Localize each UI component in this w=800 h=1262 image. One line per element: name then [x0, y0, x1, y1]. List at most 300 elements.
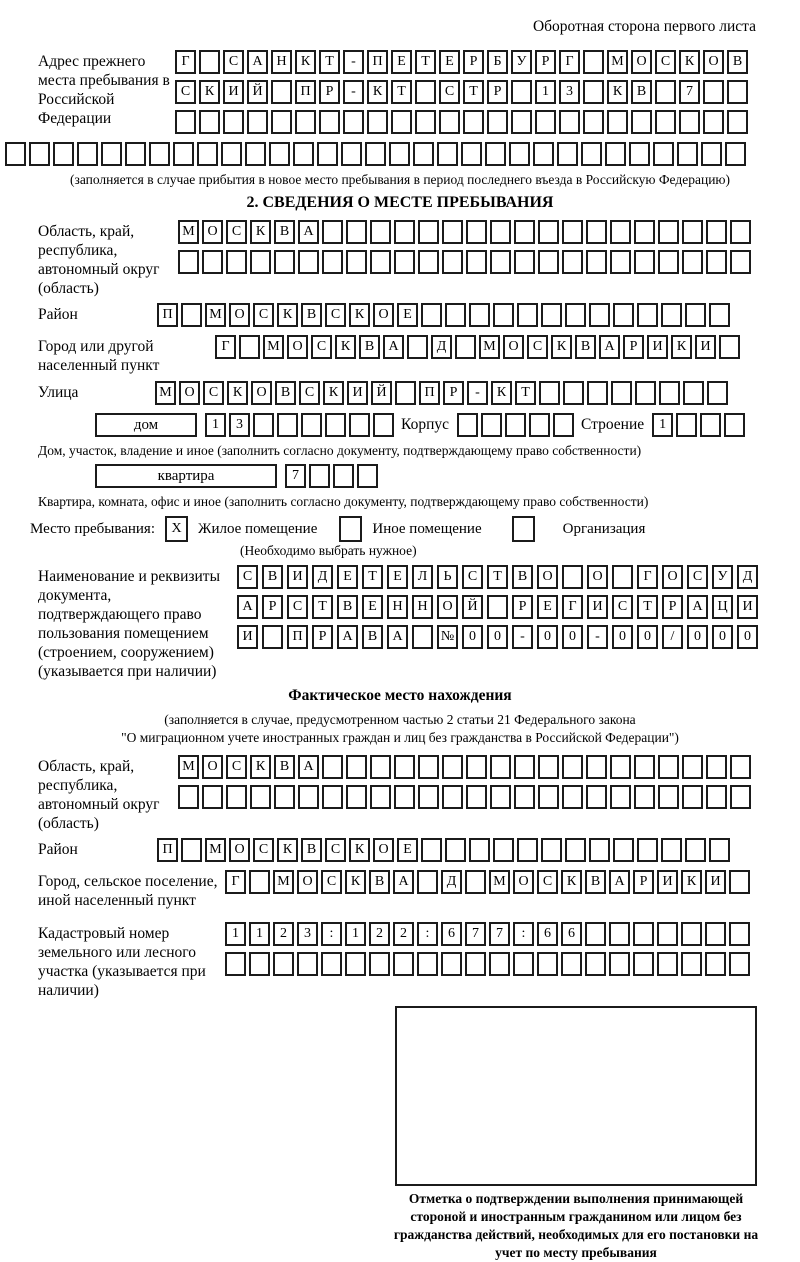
char-cell[interactable]: П: [157, 838, 178, 862]
char-cell[interactable]: [365, 142, 386, 166]
char-cell[interactable]: [370, 250, 391, 274]
char-cell[interactable]: Н: [387, 595, 408, 619]
char-cell[interactable]: [29, 142, 50, 166]
char-cell[interactable]: -: [587, 625, 608, 649]
char-cell[interactable]: М: [273, 870, 294, 894]
char-cell[interactable]: П: [367, 50, 388, 74]
char-cell[interactable]: Г: [562, 595, 583, 619]
char-cell[interactable]: С: [223, 50, 244, 74]
char-cell[interactable]: [445, 838, 466, 862]
char-cell[interactable]: С: [253, 303, 274, 327]
char-cell[interactable]: [370, 220, 391, 244]
char-cell[interactable]: [199, 110, 220, 134]
char-cell[interactable]: [682, 220, 703, 244]
char-cell[interactable]: Т: [637, 595, 658, 619]
char-cell[interactable]: [729, 870, 750, 894]
char-cell[interactable]: [394, 785, 415, 809]
stay-type-checkbox-other[interactable]: [339, 516, 362, 542]
char-cell[interactable]: [437, 142, 458, 166]
char-cell[interactable]: Д: [737, 565, 758, 589]
char-cell[interactable]: С: [655, 50, 676, 74]
char-cell[interactable]: [319, 110, 340, 134]
char-cell[interactable]: [301, 413, 322, 437]
char-cell[interactable]: Д: [441, 870, 462, 894]
char-cell[interactable]: [730, 785, 751, 809]
char-cell[interactable]: [700, 413, 721, 437]
char-cell[interactable]: [609, 952, 630, 976]
char-cell[interactable]: [223, 110, 244, 134]
char-cell[interactable]: [514, 250, 535, 274]
char-cell[interactable]: [709, 838, 730, 862]
char-cell[interactable]: [706, 220, 727, 244]
char-cell[interactable]: [505, 413, 526, 437]
char-cell[interactable]: [274, 785, 295, 809]
char-cell[interactable]: [415, 80, 436, 104]
char-cell[interactable]: К: [227, 381, 248, 405]
char-cell[interactable]: [517, 303, 538, 327]
char-cell[interactable]: [565, 303, 586, 327]
char-cell[interactable]: [417, 952, 438, 976]
char-cell[interactable]: К: [345, 870, 366, 894]
char-cell[interactable]: [322, 250, 343, 274]
char-cell[interactable]: К: [491, 381, 512, 405]
char-cell[interactable]: 6: [441, 922, 462, 946]
char-cell[interactable]: 0: [687, 625, 708, 649]
char-cell[interactable]: 2: [369, 922, 390, 946]
char-cell[interactable]: Й: [371, 381, 392, 405]
char-cell[interactable]: 1: [225, 922, 246, 946]
char-cell[interactable]: О: [703, 50, 724, 74]
char-cell[interactable]: Р: [463, 50, 484, 74]
char-cell[interactable]: Е: [391, 50, 412, 74]
char-cell[interactable]: О: [297, 870, 318, 894]
char-cell[interactable]: [298, 250, 319, 274]
char-cell[interactable]: [346, 785, 367, 809]
char-cell[interactable]: И: [657, 870, 678, 894]
char-cell[interactable]: [322, 755, 343, 779]
char-cell[interactable]: [637, 838, 658, 862]
char-cell[interactable]: [346, 250, 367, 274]
char-cell[interactable]: Е: [362, 595, 383, 619]
char-cell[interactable]: Р: [443, 381, 464, 405]
char-cell[interactable]: Е: [397, 838, 418, 862]
char-cell[interactable]: 7: [489, 922, 510, 946]
char-cell[interactable]: [101, 142, 122, 166]
char-cell[interactable]: [541, 838, 562, 862]
char-cell[interactable]: [685, 303, 706, 327]
char-cell[interactable]: [514, 785, 535, 809]
char-cell[interactable]: П: [287, 625, 308, 649]
char-cell[interactable]: [685, 838, 706, 862]
char-cell[interactable]: [541, 303, 562, 327]
char-cell[interactable]: [562, 565, 583, 589]
char-cell[interactable]: [706, 785, 727, 809]
char-cell[interactable]: [658, 250, 679, 274]
char-cell[interactable]: [293, 142, 314, 166]
char-cell[interactable]: И: [347, 381, 368, 405]
char-cell[interactable]: [485, 142, 506, 166]
char-cell[interactable]: [370, 755, 391, 779]
char-cell[interactable]: [613, 838, 634, 862]
char-cell[interactable]: Т: [487, 565, 508, 589]
char-cell[interactable]: [679, 110, 700, 134]
char-cell[interactable]: [513, 952, 534, 976]
char-cell[interactable]: С: [325, 838, 346, 862]
char-cell[interactable]: [557, 142, 578, 166]
char-cell[interactable]: [199, 50, 220, 74]
char-cell[interactable]: 1: [535, 80, 556, 104]
char-cell[interactable]: [511, 110, 532, 134]
char-cell[interactable]: [373, 413, 394, 437]
char-cell[interactable]: И: [223, 80, 244, 104]
char-cell[interactable]: [633, 952, 654, 976]
char-cell[interactable]: [634, 220, 655, 244]
stay-type-checkbox-residential[interactable]: X: [165, 516, 188, 542]
char-cell[interactable]: [706, 250, 727, 274]
char-cell[interactable]: М: [263, 335, 284, 359]
char-cell[interactable]: Т: [415, 50, 436, 74]
char-cell[interactable]: [585, 922, 606, 946]
char-cell[interactable]: Г: [225, 870, 246, 894]
char-cell[interactable]: [653, 142, 674, 166]
char-cell[interactable]: [442, 250, 463, 274]
char-cell[interactable]: [493, 838, 514, 862]
char-cell[interactable]: [466, 220, 487, 244]
char-cell[interactable]: [418, 220, 439, 244]
char-cell[interactable]: [613, 303, 634, 327]
char-cell[interactable]: [461, 142, 482, 166]
char-cell[interactable]: [589, 303, 610, 327]
char-cell[interactable]: [725, 142, 746, 166]
char-cell[interactable]: В: [274, 755, 295, 779]
char-cell[interactable]: 0: [712, 625, 733, 649]
char-cell[interactable]: [610, 755, 631, 779]
char-cell[interactable]: Р: [512, 595, 533, 619]
char-cell[interactable]: 0: [612, 625, 633, 649]
char-cell[interactable]: [661, 303, 682, 327]
char-cell[interactable]: [250, 250, 271, 274]
char-cell[interactable]: А: [599, 335, 620, 359]
char-cell[interactable]: [357, 464, 378, 488]
char-cell[interactable]: И: [737, 595, 758, 619]
char-cell[interactable]: [487, 595, 508, 619]
char-cell[interactable]: [658, 755, 679, 779]
char-cell[interactable]: 3: [559, 80, 580, 104]
char-cell[interactable]: О: [503, 335, 524, 359]
char-cell[interactable]: [226, 785, 247, 809]
char-cell[interactable]: [455, 335, 476, 359]
char-cell[interactable]: [562, 785, 583, 809]
char-cell[interactable]: М: [479, 335, 500, 359]
char-cell[interactable]: [490, 250, 511, 274]
char-cell[interactable]: У: [511, 50, 532, 74]
char-cell[interactable]: 6: [561, 922, 582, 946]
char-cell[interactable]: 0: [487, 625, 508, 649]
char-cell[interactable]: [5, 142, 26, 166]
char-cell[interactable]: [605, 142, 626, 166]
char-cell[interactable]: Й: [462, 595, 483, 619]
char-cell[interactable]: Р: [535, 50, 556, 74]
char-cell[interactable]: А: [687, 595, 708, 619]
char-cell[interactable]: [457, 413, 478, 437]
char-cell[interactable]: [181, 303, 202, 327]
char-cell[interactable]: [269, 142, 290, 166]
char-cell[interactable]: [703, 80, 724, 104]
char-cell[interactable]: [271, 80, 292, 104]
char-cell[interactable]: В: [362, 625, 383, 649]
char-cell[interactable]: [393, 952, 414, 976]
char-cell[interactable]: -: [467, 381, 488, 405]
char-cell[interactable]: В: [274, 220, 295, 244]
char-cell[interactable]: К: [335, 335, 356, 359]
char-cell[interactable]: [729, 922, 750, 946]
char-cell[interactable]: [631, 110, 652, 134]
stay-type-checkbox-organization[interactable]: [512, 516, 535, 542]
char-cell[interactable]: 2: [273, 922, 294, 946]
char-cell[interactable]: И: [237, 625, 258, 649]
char-cell[interactable]: О: [662, 565, 683, 589]
char-cell[interactable]: :: [321, 922, 342, 946]
char-cell[interactable]: [610, 785, 631, 809]
char-cell[interactable]: [442, 755, 463, 779]
char-cell[interactable]: [553, 413, 574, 437]
char-cell[interactable]: С: [527, 335, 548, 359]
char-cell[interactable]: [490, 220, 511, 244]
char-cell[interactable]: [346, 220, 367, 244]
char-cell[interactable]: В: [369, 870, 390, 894]
char-cell[interactable]: [637, 303, 658, 327]
char-cell[interactable]: [413, 142, 434, 166]
char-cell[interactable]: 7: [679, 80, 700, 104]
char-cell[interactable]: О: [587, 565, 608, 589]
char-cell[interactable]: [659, 381, 680, 405]
char-cell[interactable]: В: [585, 870, 606, 894]
char-cell[interactable]: М: [607, 50, 628, 74]
char-cell[interactable]: Д: [431, 335, 452, 359]
char-cell[interactable]: С: [175, 80, 196, 104]
char-cell[interactable]: К: [367, 80, 388, 104]
char-cell[interactable]: [253, 413, 274, 437]
char-cell[interactable]: [333, 464, 354, 488]
char-cell[interactable]: [511, 80, 532, 104]
char-cell[interactable]: [514, 755, 535, 779]
char-cell[interactable]: [634, 250, 655, 274]
char-cell[interactable]: [538, 755, 559, 779]
char-cell[interactable]: [658, 220, 679, 244]
char-cell[interactable]: О: [229, 838, 250, 862]
char-cell[interactable]: М: [178, 220, 199, 244]
char-cell[interactable]: [676, 413, 697, 437]
char-cell[interactable]: Ц: [712, 595, 733, 619]
char-cell[interactable]: [589, 838, 610, 862]
char-cell[interactable]: М: [155, 381, 176, 405]
char-cell[interactable]: Р: [623, 335, 644, 359]
char-cell[interactable]: Е: [397, 303, 418, 327]
char-cell[interactable]: С: [237, 565, 258, 589]
char-cell[interactable]: [657, 952, 678, 976]
char-cell[interactable]: И: [587, 595, 608, 619]
char-cell[interactable]: [415, 110, 436, 134]
char-cell[interactable]: [727, 110, 748, 134]
char-cell[interactable]: [277, 413, 298, 437]
char-cell[interactable]: [226, 250, 247, 274]
char-cell[interactable]: [538, 250, 559, 274]
char-cell[interactable]: №: [437, 625, 458, 649]
char-cell[interactable]: 3: [229, 413, 250, 437]
char-cell[interactable]: К: [551, 335, 572, 359]
char-cell[interactable]: К: [199, 80, 220, 104]
char-cell[interactable]: 0: [462, 625, 483, 649]
char-cell[interactable]: С: [439, 80, 460, 104]
char-cell[interactable]: В: [262, 565, 283, 589]
char-cell[interactable]: П: [157, 303, 178, 327]
char-cell[interactable]: О: [631, 50, 652, 74]
char-cell[interactable]: [538, 220, 559, 244]
char-cell[interactable]: А: [387, 625, 408, 649]
char-cell[interactable]: [707, 381, 728, 405]
char-cell[interactable]: [677, 142, 698, 166]
char-cell[interactable]: [681, 952, 702, 976]
char-cell[interactable]: [442, 220, 463, 244]
char-cell[interactable]: А: [383, 335, 404, 359]
char-cell[interactable]: К: [323, 381, 344, 405]
char-cell[interactable]: А: [247, 50, 268, 74]
char-cell[interactable]: [395, 381, 416, 405]
char-cell[interactable]: Б: [487, 50, 508, 74]
char-cell[interactable]: [250, 785, 271, 809]
char-cell[interactable]: 1: [345, 922, 366, 946]
char-cell[interactable]: [245, 142, 266, 166]
char-cell[interactable]: :: [513, 922, 534, 946]
char-cell[interactable]: [394, 755, 415, 779]
char-cell[interactable]: -: [343, 50, 364, 74]
char-cell[interactable]: Т: [319, 50, 340, 74]
char-cell[interactable]: [655, 110, 676, 134]
char-cell[interactable]: Т: [391, 80, 412, 104]
char-cell[interactable]: [610, 250, 631, 274]
char-cell[interactable]: [341, 142, 362, 166]
char-cell[interactable]: [586, 220, 607, 244]
char-cell[interactable]: 1: [249, 922, 270, 946]
char-cell[interactable]: С: [462, 565, 483, 589]
char-cell[interactable]: [586, 755, 607, 779]
char-cell[interactable]: [322, 785, 343, 809]
char-cell[interactable]: С: [325, 303, 346, 327]
char-cell[interactable]: 3: [297, 922, 318, 946]
char-cell[interactable]: 0: [562, 625, 583, 649]
char-cell[interactable]: [466, 755, 487, 779]
char-cell[interactable]: В: [275, 381, 296, 405]
char-cell[interactable]: О: [229, 303, 250, 327]
char-cell[interactable]: Р: [487, 80, 508, 104]
char-cell[interactable]: Т: [515, 381, 536, 405]
char-cell[interactable]: [181, 838, 202, 862]
char-cell[interactable]: [585, 952, 606, 976]
char-cell[interactable]: [661, 838, 682, 862]
char-cell[interactable]: К: [295, 50, 316, 74]
char-cell[interactable]: [466, 250, 487, 274]
char-cell[interactable]: Е: [387, 565, 408, 589]
char-cell[interactable]: [635, 381, 656, 405]
char-cell[interactable]: [583, 110, 604, 134]
char-cell[interactable]: [612, 565, 633, 589]
char-cell[interactable]: Р: [633, 870, 654, 894]
char-cell[interactable]: К: [679, 50, 700, 74]
char-cell[interactable]: [239, 335, 260, 359]
char-cell[interactable]: [487, 110, 508, 134]
char-cell[interactable]: [407, 335, 428, 359]
char-cell[interactable]: В: [631, 80, 652, 104]
char-cell[interactable]: [657, 922, 678, 946]
char-cell[interactable]: [561, 952, 582, 976]
char-cell[interactable]: О: [202, 220, 223, 244]
char-cell[interactable]: [77, 142, 98, 166]
char-cell[interactable]: [202, 785, 223, 809]
char-cell[interactable]: 1: [652, 413, 673, 437]
char-cell[interactable]: [607, 110, 628, 134]
char-cell[interactable]: А: [609, 870, 630, 894]
char-cell[interactable]: К: [277, 303, 298, 327]
char-cell[interactable]: Р: [662, 595, 683, 619]
char-cell[interactable]: [581, 142, 602, 166]
char-cell[interactable]: М: [178, 755, 199, 779]
char-cell[interactable]: [634, 755, 655, 779]
char-cell[interactable]: [682, 250, 703, 274]
char-cell[interactable]: В: [337, 595, 358, 619]
char-cell[interactable]: [610, 220, 631, 244]
char-cell[interactable]: [562, 220, 583, 244]
char-cell[interactable]: [682, 785, 703, 809]
char-cell[interactable]: [325, 413, 346, 437]
char-cell[interactable]: Е: [439, 50, 460, 74]
char-cell[interactable]: [369, 952, 390, 976]
char-cell[interactable]: О: [287, 335, 308, 359]
char-cell[interactable]: [539, 381, 560, 405]
char-cell[interactable]: А: [337, 625, 358, 649]
char-cell[interactable]: Р: [312, 625, 333, 649]
char-cell[interactable]: [418, 250, 439, 274]
char-cell[interactable]: 0: [637, 625, 658, 649]
char-cell[interactable]: [317, 142, 338, 166]
char-cell[interactable]: М: [205, 838, 226, 862]
char-cell[interactable]: [537, 952, 558, 976]
char-cell[interactable]: [587, 381, 608, 405]
char-cell[interactable]: А: [393, 870, 414, 894]
char-cell[interactable]: Г: [637, 565, 658, 589]
char-cell[interactable]: [321, 952, 342, 976]
char-cell[interactable]: С: [299, 381, 320, 405]
char-cell[interactable]: Й: [247, 80, 268, 104]
char-cell[interactable]: [173, 142, 194, 166]
char-cell[interactable]: Т: [312, 595, 333, 619]
char-cell[interactable]: О: [202, 755, 223, 779]
char-cell[interactable]: [562, 755, 583, 779]
char-cell[interactable]: [629, 142, 650, 166]
char-cell[interactable]: [53, 142, 74, 166]
char-cell[interactable]: [729, 952, 750, 976]
char-cell[interactable]: [178, 250, 199, 274]
char-cell[interactable]: С: [287, 595, 308, 619]
char-cell[interactable]: [535, 110, 556, 134]
char-cell[interactable]: Г: [175, 50, 196, 74]
char-cell[interactable]: В: [301, 838, 322, 862]
char-cell[interactable]: [469, 838, 490, 862]
char-cell[interactable]: [611, 381, 632, 405]
char-cell[interactable]: Л: [412, 565, 433, 589]
char-cell[interactable]: [727, 80, 748, 104]
char-cell[interactable]: К: [681, 870, 702, 894]
char-cell[interactable]: [466, 785, 487, 809]
